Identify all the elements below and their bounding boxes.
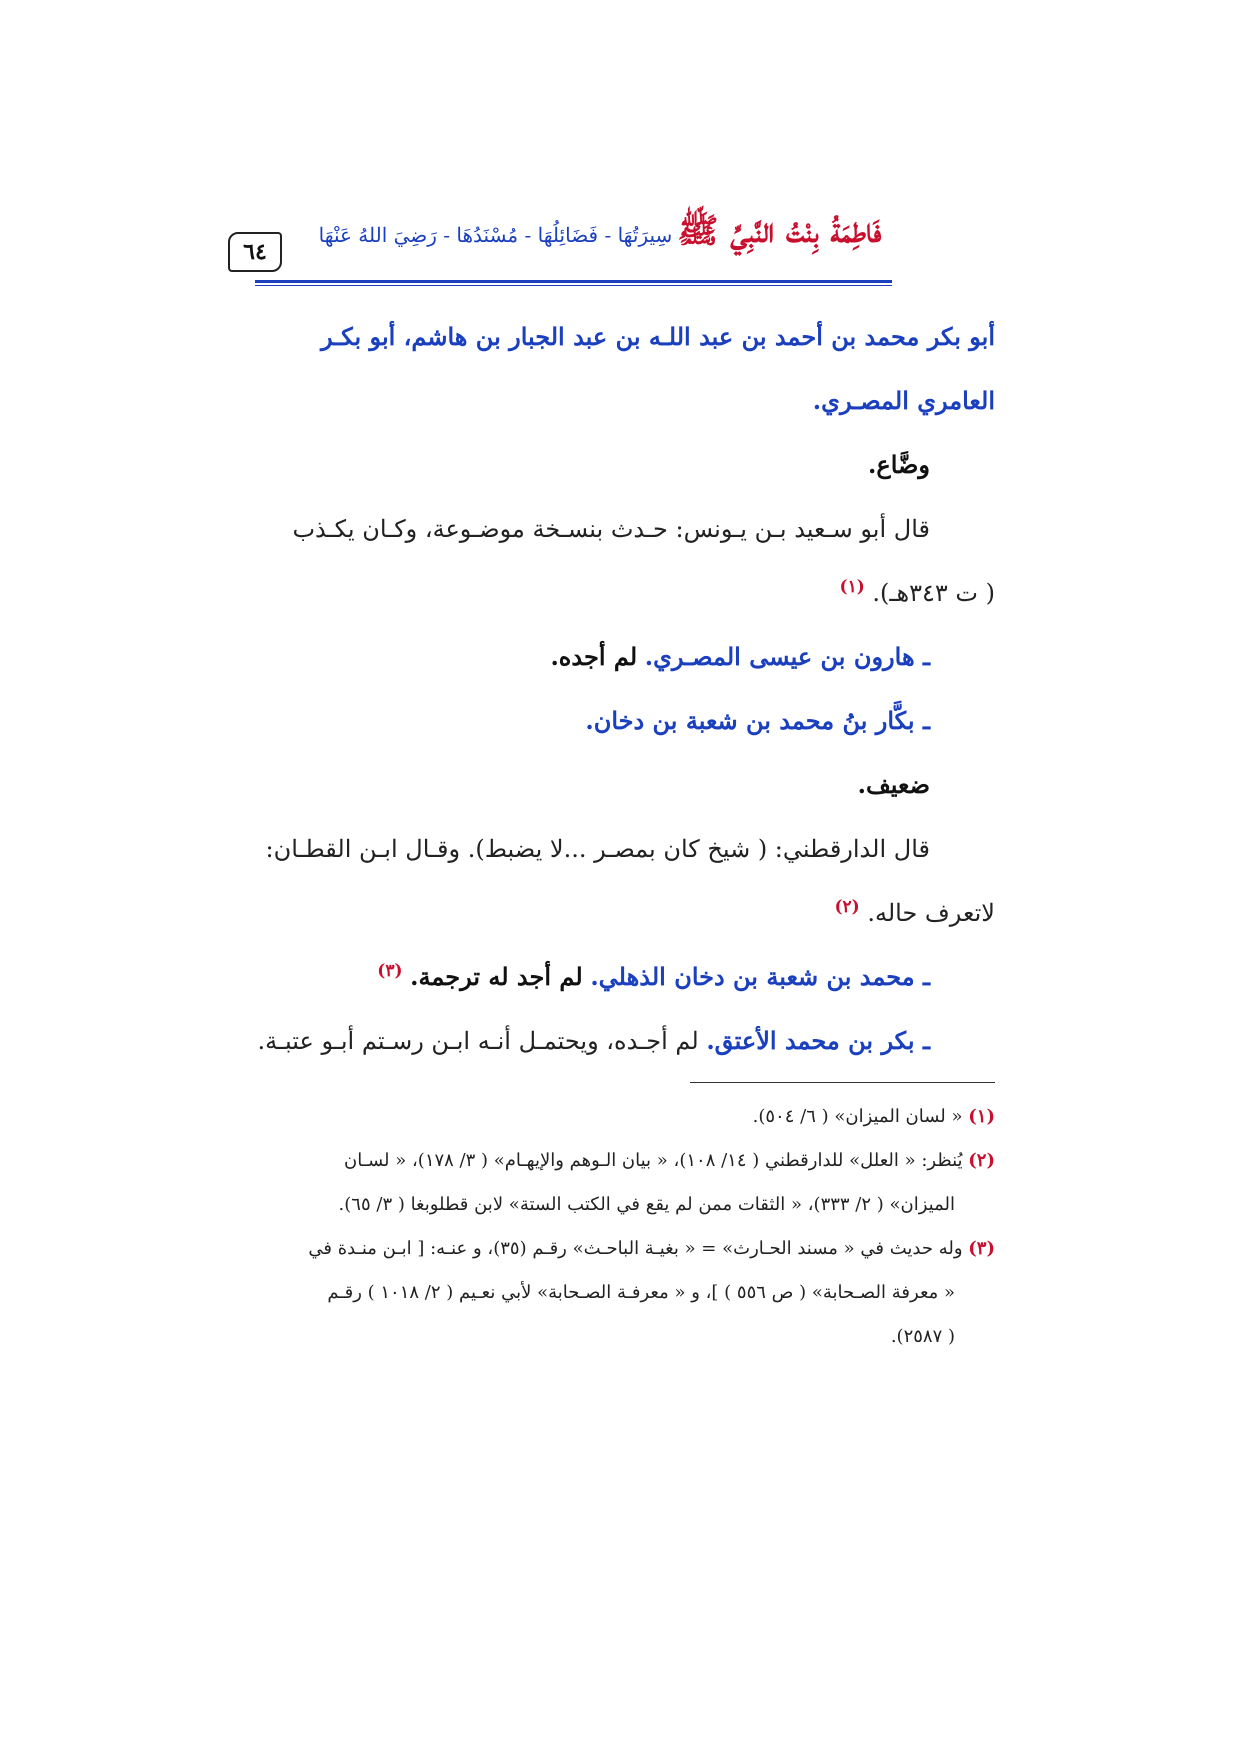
footnote-ref-3: (٣) <box>377 961 403 981</box>
footnote-separator <box>690 1082 995 1083</box>
footnote-2-text: يُنظر: « العلل» للدارقطني ( ١٤/ ١٠٨)، « بيان الـوهم والإيهـام» ( ٣/ ١٧٨)، « لسـان <box>344 1150 963 1171</box>
footnote-ref-1: (١) <box>839 577 865 597</box>
narrator-5 <box>250 1009 995 1073</box>
grading-1: وضَّاع. <box>868 450 930 479</box>
narrator-5-note: لم أجـده، ويحتمـل أنـه ابـن رسـتم أبـو عتبـة. <box>257 1027 699 1055</box>
narrator-name-3: ـ بكَّار بنُ محمد بن شعبة بن دخان. <box>585 706 930 735</box>
footnote-3-cont: « معرفة الصـحابة» ( ص ٥٥٦ ) ]، و « معرفـة الصـحابة» لأبي نعـيم ( ٢/ ١٠١٨ ) رقـم <box>327 1282 955 1303</box>
footnote-1 <box>250 1095 995 1139</box>
narrator-4-note: لم أجد له ترجمة. <box>410 962 583 991</box>
narrator-name-1-cont: العامري المصـري. <box>812 386 995 415</box>
footnote-3-number: (٣) <box>968 1238 995 1259</box>
narrator-name-4: ـ محمد بن شعبة بن دخان الذهلي. <box>590 962 930 991</box>
death-year: ( ت ٣٤٣هـ). <box>872 579 995 607</box>
page-header <box>0 0 1240 290</box>
book-title <box>315 210 885 270</box>
page-number: ٦٤ <box>228 232 282 272</box>
header-rule-thick <box>255 280 892 283</box>
footnote-3-text: وله حديث في « مسند الحـارث» = « بغيـة الباحـث» رقـم (٣٥)، و عنـه: [ ابـن منـدة في <box>308 1238 963 1259</box>
narrator-name-2: ـ هارون بن عيسى المصـري. <box>644 642 930 671</box>
header-rule-thin <box>255 285 892 286</box>
quote-3-cont <box>250 881 995 945</box>
book-title-subtitle: سِيرَتُهَا - فَضَائِلُهَا - مُسْنَدُهَا - رَضِيَ اللهُ عَنْهَا <box>318 223 673 247</box>
narrator-name-5: ـ بكر بن محمد الأعتق. <box>706 1026 930 1055</box>
narrator-2-note: لم أجده. <box>550 642 638 671</box>
footnote-2-cont: الميزان» ( ٢/ ٣٣٣)، « الثقات ممن لم يقع في الكتب الستة» لابن قطلوبغا ( ٣/ ٦٥). <box>338 1194 955 1215</box>
book-title-main: فَاطِمَةُ بِنْتُ النَّبِيِّ ﷺ <box>677 211 882 251</box>
footnote-ref-2: (٢) <box>834 897 860 917</box>
narrator-name-1: أبو بكر محمد بن أحمد بن عبد اللـه بن عبد الجبار بن هاشم، أبو بكـر <box>320 322 995 351</box>
footnote-3-end: ( ٢٥٨٧). <box>890 1326 955 1347</box>
footnote-2-number: (٢) <box>968 1150 995 1171</box>
main-text <box>250 305 995 1073</box>
footnote-3 <box>250 1227 995 1271</box>
grading-3: ضعيف. <box>857 770 930 799</box>
footnote-2 <box>250 1139 995 1183</box>
narrator-4 <box>250 945 995 1009</box>
footnotes <box>250 1095 995 1359</box>
quote-3: قال الدارقطني: ( شيخ كان بمصـر ...لا يضبط). وقـال ابـن القطـان: <box>265 835 930 863</box>
quote-1: قال أبو سـعيد بـن يـونس: حـدث بنسـخة موضـوعة، وكـان يكـذب <box>292 515 930 543</box>
quote-3-end: لاتعرف حاله. <box>867 899 995 927</box>
narrator-2 <box>250 625 995 689</box>
quote-1-cont <box>250 561 995 625</box>
footnote-1-number: (١) <box>968 1106 995 1127</box>
footnote-1-text: « لسان الميزان» ( ٦/ ٥٠٤). <box>752 1106 963 1127</box>
